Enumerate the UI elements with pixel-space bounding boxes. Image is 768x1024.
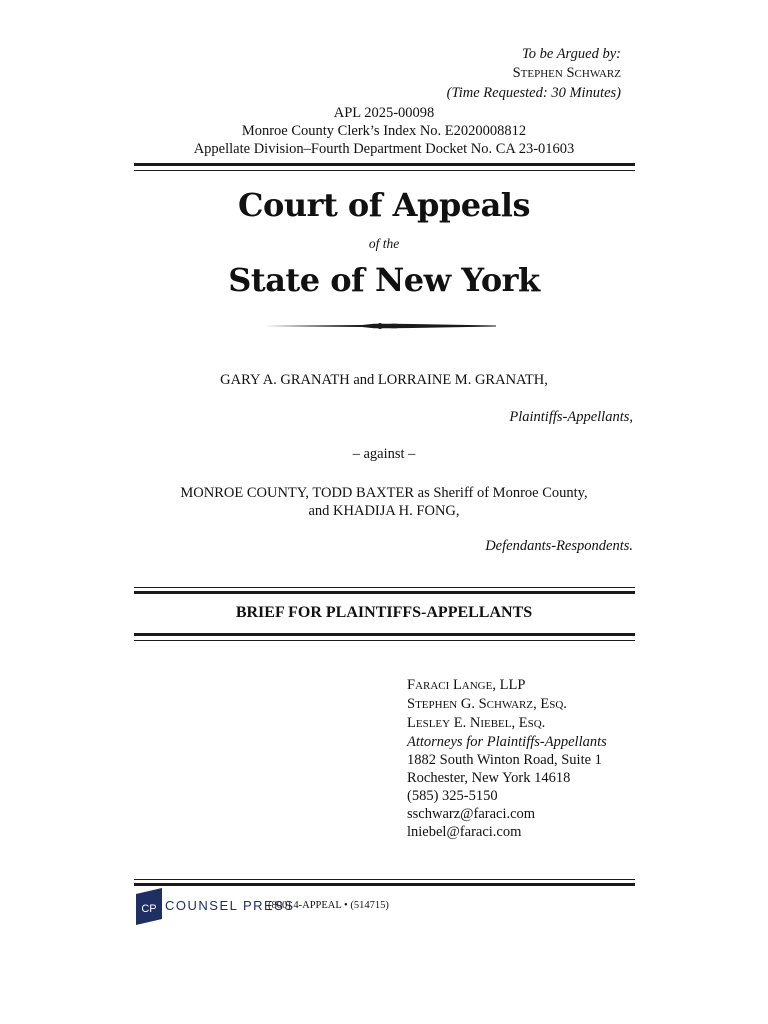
top-rule-thin — [134, 170, 635, 171]
arguing-attorney-name: STEPHEN SCHWARZ — [512, 65, 621, 81]
svg-text:CP: CP — [141, 903, 157, 915]
address-line-1: 1882 South Winton Road, Suite 1 — [407, 752, 602, 768]
plaintiffs-names: GARY A. GRANATH and LORRAINE M. GRANATH, — [220, 372, 548, 388]
decorative-flourish — [262, 319, 498, 333]
brief-rule-bottom-thin — [134, 640, 635, 641]
top-rule-thick — [134, 163, 635, 166]
of-the-text: of the — [368, 236, 400, 251]
argued-by-block — [447, 45, 621, 103]
counsel-press-logo-icon — [136, 888, 162, 925]
defendants-names: MONROE COUNTY, TODD BAXTER as Sheriff of Monroe County, and KHADIJA H. FONG, — [180, 485, 588, 519]
docket-block — [134, 104, 634, 158]
brief-rule-bottom-thick — [134, 633, 635, 636]
footer-rule-thin — [134, 879, 635, 880]
email-niebel[interactable]: lniebel@faraci.com — [407, 824, 522, 840]
attorney-role: Attorneys for Plaintiffs-Appellants — [407, 734, 607, 750]
brief-rule-top-thick — [134, 591, 635, 594]
email-schwarz[interactable]: sschwarz@faraci.com — [407, 806, 536, 822]
plaintiffs-role: Plaintiffs-Appellants, — [509, 409, 633, 425]
address-line-2: Rochester, New York 14618 — [407, 770, 571, 786]
attorney-schwarz: STEPHEN G. SCHWARZ, ESQ. — [407, 696, 567, 712]
state-title: State of New York — [228, 261, 540, 299]
counsel-press-logo-text: COUNSEL PRESS — [165, 898, 295, 913]
argued-by-label: To be Argued by: — [522, 46, 621, 62]
footer-phone: (800) 4-APPEAL • (514715) — [268, 900, 389, 911]
apl-number: APL 2025-00098 — [333, 105, 435, 121]
footer-rule-thick — [134, 883, 635, 886]
attorney-niebel: LESLEY E. NIEBEL, ESQ. — [407, 715, 546, 731]
phone-number: (585) 325-5150 — [407, 788, 498, 804]
time-requested: (Time Requested: 30 Minutes) — [446, 85, 621, 101]
defendants-role: Defendants-Respondents. — [485, 538, 633, 554]
against-text: – against – — [352, 446, 416, 462]
court-title: Court of Appeals — [238, 186, 530, 224]
firm-name: FARACI LANGE, LLP — [407, 677, 526, 693]
appellate-docket-number: Appellate Division–Fourth Department Docket No. CA 23-01603 — [193, 141, 575, 157]
attorneys-block — [407, 676, 607, 841]
clerk-index-number: Monroe County Clerk’s Index No. E2020008812 — [241, 123, 527, 139]
brief-rule-top-thin — [134, 587, 635, 588]
brief-title: BRIEF FOR PLAINTIFFS-APPELLANTS — [235, 604, 533, 621]
